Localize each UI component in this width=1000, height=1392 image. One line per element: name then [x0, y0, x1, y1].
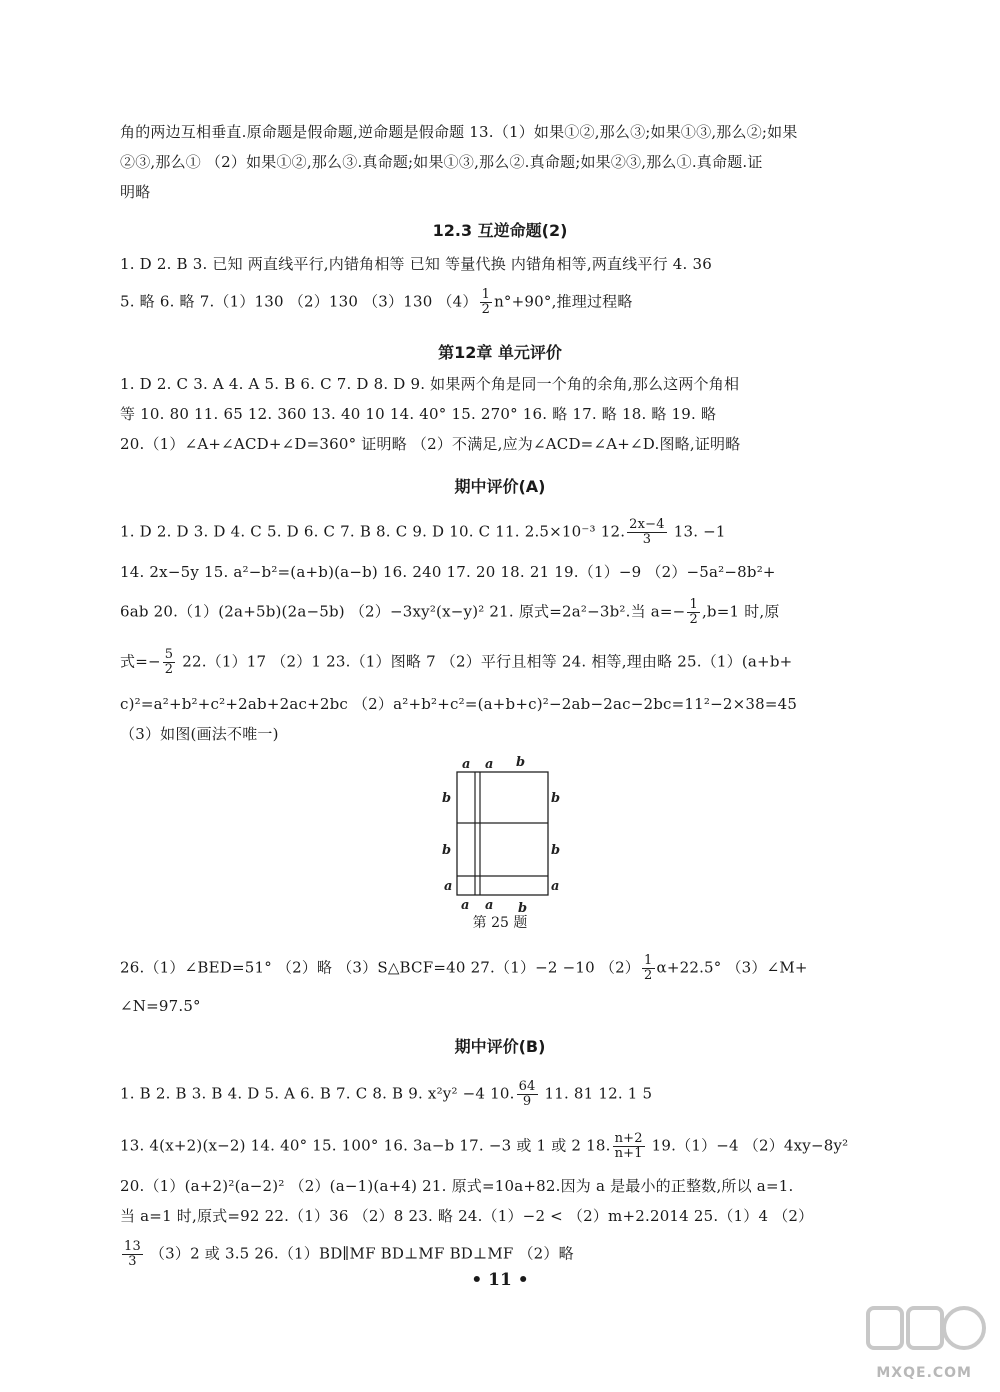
label-top-b: b	[516, 755, 526, 770]
fraction-numerator: 1	[481, 287, 491, 302]
mid-b-line-3: 20.（1）(a+2)²(a−2)² （2）(a−1)(a+4) 21. 原式=10a+82.因为 a 是最小的正整数,所以 a=1.	[120, 1177, 794, 1195]
fraction	[163, 648, 175, 677]
label-right-b2: b	[551, 843, 561, 858]
figure-25-caption: 第 25 题	[472, 915, 528, 931]
fraction	[613, 1132, 645, 1161]
text-part: 11. 81 12. 1 5	[539, 1084, 653, 1103]
intro-line-2: ②③,那么① （2）如果①②,那么③.真命题;如果①③,那么②.真命题;如果②③,那么①.真命题.证	[120, 153, 763, 171]
fraction	[517, 1080, 538, 1109]
sec-12-3-line-2	[120, 288, 880, 317]
mid-a-line-4	[120, 648, 880, 677]
text-part: （3）2 或 3.5 26.（1）BD∥MF BD⊥MF BD⊥MF （2）略	[144, 1244, 574, 1263]
ch12-line-3: 20.（1）∠A+∠ACD+∠D=360° 证明略 （2）不满足,应为∠ACD=∠A+∠D.图略,证明略	[120, 435, 741, 453]
label-left-b1: b	[442, 791, 452, 806]
fraction-denominator: 2	[644, 968, 653, 983]
text-part: α+22.5° （3）∠M+	[656, 958, 808, 977]
text-part: ,b=1 时,原	[701, 602, 780, 621]
label-top-a2: a	[485, 757, 494, 772]
text-part: 13. 4(x+2)(x−2) 14. 40° 15. 100° 16. 3a−b 17. −3 或 1 或 2 18.	[120, 1136, 611, 1155]
label-right-b1: b	[551, 791, 561, 806]
fraction-denominator: n+1	[614, 1146, 643, 1161]
mid-a-line-1	[120, 518, 880, 547]
text-part: 26.（1）∠BED=51° （2）略 （3）S△BCF=40 27.（1）−2 −10 （2）	[120, 958, 641, 977]
figure-25-diagram	[430, 752, 580, 938]
mid-b-line-5	[120, 1240, 880, 1269]
fraction	[480, 288, 492, 317]
label-top-a1: a	[462, 757, 471, 772]
label-bottom-a2: a	[485, 898, 494, 913]
text-part: 1. B 2. B 3. B 4. D 5. A 6. B 7. C 8. B 9. x²y² −4 10.	[120, 1084, 515, 1103]
fraction	[687, 598, 699, 627]
label-left-a: a	[444, 879, 453, 894]
fraction-numerator: 2x−4	[629, 517, 665, 532]
text-part: 22.（1）17 （2）1 23.（1）图略 7 （2）平行且相等 24. 相等,理由略 25.（1）(a+b+	[177, 652, 793, 671]
mid-a-line-2: 14. 2x−5y 15. a²−b²=(a+b)(a−b) 16. 240 17. 20 18. 21 19.（1）−9 （2）−5a²−8b²+	[120, 563, 776, 581]
mid-a-line-7	[120, 954, 880, 983]
watermark-logo	[860, 1300, 990, 1385]
mid-b-line-1	[120, 1080, 880, 1109]
heading-midterm-a: 期中评价(A)	[454, 477, 546, 496]
watermark-text: MXQE.COM	[876, 1365, 972, 1381]
fraction	[627, 518, 667, 547]
heading-chapter-12: 第12章 单元评价	[438, 343, 562, 362]
mid-b-line-4: 当 a=1 时,原式=92 22.（1）36 （2）8 23. 略 24.（1）−2 < （2）m+2.2014 25.（1）4 （2）	[120, 1207, 814, 1225]
label-right-a: a	[551, 879, 560, 894]
heading-12-3: 12.3 互逆命题(2)	[432, 221, 568, 240]
text-part: 5. 略 6. 略 7.（1）130 （2）130 （3）130 （4）	[120, 292, 478, 311]
fraction-denominator: 3	[128, 1254, 137, 1269]
intro-line-3: 明略	[120, 183, 151, 201]
fraction-numerator: n+2	[614, 1131, 643, 1146]
mid-b-line-2	[120, 1132, 880, 1161]
fraction-numerator: 1	[644, 953, 653, 968]
mid-a-line-3	[120, 598, 880, 627]
page-number: • 11 •	[471, 1270, 529, 1290]
label-bottom-a1: a	[461, 898, 470, 913]
ch12-line-1: 1. D 2. C 3. A 4. A 5. B 6. C 7. D 8. D 9. 如果两个角是同一个角的余角,那么这两个角相	[120, 375, 740, 393]
text-part: 19.（1）−4 （2）4xy−8y²	[646, 1136, 849, 1155]
ch12-line-2: 等 10. 80 11. 65 12. 360 13. 40 10 14. 40° 15. 270° 16. 略 17. 略 18. 略 19. 略	[120, 405, 717, 423]
fraction	[122, 1240, 143, 1269]
mid-a-line-8: ∠N=97.5°	[120, 997, 201, 1015]
mid-a-line-5: c)²=a²+b²+c²+2ab+2ac+2bc （2）a²+b²+c²=(a+b+c)²−2ab−2ac−2bc=11²−2×38=45	[120, 695, 798, 713]
text-part: 13. −1	[668, 522, 726, 541]
text-part: n°+90°,推理过程略	[494, 292, 633, 311]
intro-line-1: 角的两边互相垂直.原命题是假命题,逆命题是假命题 13.（1）如果①②,那么③;如果①③,那么②;如果	[120, 123, 798, 141]
fraction-denominator: 2	[689, 612, 698, 627]
label-left-b2: b	[442, 843, 452, 858]
sec-12-3-line-1: 1. D 2. B 3. 已知 两直线平行,内错角相等 已知 等量代换 内错角相等,两直线平行 4. 36	[120, 255, 712, 273]
mid-a-line-6: （3）如图(画法不唯一)	[120, 725, 279, 743]
fraction-numerator: 64	[518, 1079, 536, 1094]
fraction-numerator: 13	[124, 1239, 141, 1254]
fraction-numerator: 1	[689, 597, 698, 612]
fraction	[642, 954, 654, 983]
fraction-denominator: 2	[481, 302, 491, 317]
text-part: 6ab 20.（1）(2a+5b)(2a−5b) （2）−3xy²(x−y)² 21. 原式=2a²−3b².当 a=−	[120, 602, 686, 621]
label-bottom-b: b	[518, 901, 528, 916]
figure-25	[430, 752, 580, 938]
fraction-denominator: 2	[164, 662, 174, 677]
fraction-numerator: 5	[164, 647, 174, 662]
fraction-denominator: 9	[522, 1094, 532, 1109]
text-part: 1. D 2. D 3. D 4. C 5. D 6. C 7. B 8. C 9. D 10. C 11. 2.5×10⁻³ 12.	[120, 522, 626, 541]
text-part: 式=−	[120, 652, 161, 671]
heading-midterm-b: 期中评价(B)	[454, 1037, 546, 1056]
fraction-denominator: 3	[642, 532, 652, 547]
